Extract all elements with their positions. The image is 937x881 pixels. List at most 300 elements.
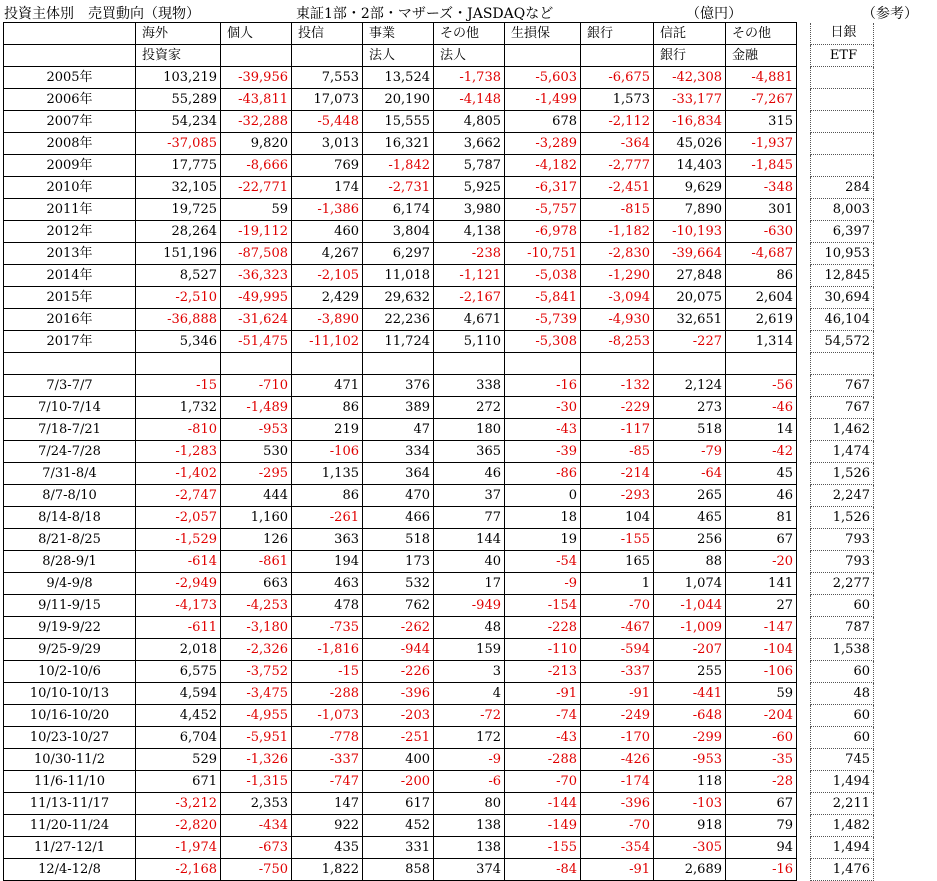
weekly-row — [4, 683, 874, 705]
row-label: 9/19-9/22 — [4, 617, 136, 639]
value-cell: -6 — [434, 771, 505, 793]
value-cell: 138 — [434, 815, 505, 837]
value-cell: 4 — [434, 683, 505, 705]
row-label: 2012年 — [4, 221, 136, 243]
value-cell: -295 — [221, 463, 292, 485]
value-cell: -5,448 — [292, 111, 363, 133]
row-label: 9/25-9/29 — [4, 639, 136, 661]
value-cell: 3,980 — [434, 199, 505, 221]
value-cell: -2,777 — [581, 155, 654, 177]
header-trust-2 — [292, 45, 363, 67]
weekly-row — [4, 595, 874, 617]
value-cell: -2,167 — [434, 287, 505, 309]
header-individual-2 — [221, 45, 292, 67]
value-cell: 141 — [726, 573, 797, 595]
value-cell: 151,196 — [136, 243, 221, 265]
value-cell: -91 — [581, 683, 654, 705]
value-cell: -1,489 — [221, 397, 292, 419]
value-cell: -1,842 — [363, 155, 434, 177]
etf-cell: 1,538 — [811, 639, 874, 661]
value-cell: -37,085 — [136, 133, 221, 155]
value-cell: -91 — [505, 683, 581, 705]
value-cell: -87,508 — [221, 243, 292, 265]
value-cell: -648 — [654, 705, 726, 727]
value-cell: 0 — [505, 485, 581, 507]
value-cell: 80 — [434, 793, 505, 815]
sheet-title: 投資主体別 売買動向（現物） — [4, 6, 200, 22]
row-label: 8/14-8/18 — [4, 507, 136, 529]
value-cell: 22,236 — [363, 309, 434, 331]
annual-row — [4, 265, 874, 287]
value-cell: -1,499 — [505, 89, 581, 111]
row-label: 10/30-11/2 — [4, 749, 136, 771]
value-cell: -5,739 — [505, 309, 581, 331]
value-cell: -32,288 — [221, 111, 292, 133]
etf-cell: 10,953 — [811, 243, 874, 265]
value-cell: -64 — [654, 463, 726, 485]
value-cell: -10,751 — [505, 243, 581, 265]
row-label: 7/24-7/28 — [4, 441, 136, 463]
value-cell: -710 — [221, 375, 292, 397]
value-cell: -348 — [726, 177, 797, 199]
value-cell: -1,529 — [136, 529, 221, 551]
etf-cell: 12,845 — [811, 265, 874, 287]
value-cell: -110 — [505, 639, 581, 661]
etf-cell: 1,494 — [811, 837, 874, 859]
value-cell: 48 — [434, 617, 505, 639]
value-cell: -305 — [654, 837, 726, 859]
weekly-row — [4, 771, 874, 793]
value-cell: 255 — [654, 661, 726, 683]
value-cell: 59 — [221, 199, 292, 221]
etf-cell: 60 — [811, 661, 874, 683]
value-cell: 46 — [434, 463, 505, 485]
value-cell: -1,044 — [654, 595, 726, 617]
row-label: 11/13-11/17 — [4, 793, 136, 815]
value-cell: -3,180 — [221, 617, 292, 639]
value-cell: -251 — [363, 727, 434, 749]
row-label: 2005年 — [4, 67, 136, 89]
value-cell: -5,308 — [505, 331, 581, 353]
value-cell: -5,841 — [505, 287, 581, 309]
value-cell: 165 — [581, 551, 654, 573]
value-cell: 2,689 — [654, 859, 726, 881]
value-cell: -750 — [221, 859, 292, 881]
value-cell: 32,651 — [654, 309, 726, 331]
value-cell: -2,830 — [581, 243, 654, 265]
value-cell: -28 — [726, 771, 797, 793]
row-label: 2014年 — [4, 265, 136, 287]
weekly-row — [4, 837, 874, 859]
value-cell: -8,666 — [221, 155, 292, 177]
value-cell: 1,573 — [581, 89, 654, 111]
row-label: 2011年 — [4, 199, 136, 221]
row-label: 2013年 — [4, 243, 136, 265]
value-cell: 103,219 — [136, 67, 221, 89]
value-cell: 7,553 — [292, 67, 363, 89]
etf-cell: 767 — [811, 375, 874, 397]
value-cell: -611 — [136, 617, 221, 639]
header-insurance-2 — [505, 45, 581, 67]
value-cell: 2,018 — [136, 639, 221, 661]
value-cell: 4,671 — [434, 309, 505, 331]
reference-label: （参考） — [862, 6, 918, 22]
value-cell: -229 — [581, 397, 654, 419]
value-cell: -36,323 — [221, 265, 292, 287]
value-cell: 460 — [292, 221, 363, 243]
value-cell: -238 — [434, 243, 505, 265]
etf-cell: 48 — [811, 683, 874, 705]
value-cell: -261 — [292, 507, 363, 529]
row-label: 7/3-7/7 — [4, 375, 136, 397]
value-cell: -396 — [363, 683, 434, 705]
weekly-row — [4, 573, 874, 595]
value-cell: 471 — [292, 375, 363, 397]
etf-cell: 1,476 — [811, 859, 874, 881]
value-cell: 389 — [363, 397, 434, 419]
value-cell: 86 — [726, 265, 797, 287]
value-cell: -4,687 — [726, 243, 797, 265]
value-cell: 315 — [726, 111, 797, 133]
value-cell: -36,888 — [136, 309, 221, 331]
value-cell: -104 — [726, 639, 797, 661]
value-cell: 59 — [726, 683, 797, 705]
value-cell: -9 — [505, 573, 581, 595]
etf-cell: 284 — [811, 177, 874, 199]
value-cell: -441 — [654, 683, 726, 705]
value-cell: -39 — [505, 441, 581, 463]
value-cell: -337 — [581, 661, 654, 683]
row-label: 7/18-7/21 — [4, 419, 136, 441]
value-cell: -778 — [292, 727, 363, 749]
value-cell: -132 — [581, 375, 654, 397]
value-cell: 45,026 — [654, 133, 726, 155]
value-cell: -86 — [505, 463, 581, 485]
etf-cell: 30,694 — [811, 287, 874, 309]
annual-row — [4, 67, 874, 89]
value-cell: -42 — [726, 441, 797, 463]
value-cell: 5,110 — [434, 331, 505, 353]
weekly-row — [4, 815, 874, 837]
value-cell: -70 — [505, 771, 581, 793]
header-other-corp: その他 — [434, 23, 505, 45]
value-cell: 17,073 — [292, 89, 363, 111]
value-cell: -249 — [581, 705, 654, 727]
etf-cell — [811, 133, 874, 155]
header-row-2 — [4, 45, 874, 67]
header-row-1 — [4, 23, 874, 45]
row-label: 7/31-8/4 — [4, 463, 136, 485]
etf-cell: 1,482 — [811, 815, 874, 837]
value-cell: 159 — [434, 639, 505, 661]
value-cell: 15,555 — [363, 111, 434, 133]
value-cell: 118 — [654, 771, 726, 793]
value-cell: -1,290 — [581, 265, 654, 287]
value-cell: -204 — [726, 705, 797, 727]
etf-cell: 767 — [811, 397, 874, 419]
weekly-row — [4, 793, 874, 815]
value-cell: 4,138 — [434, 221, 505, 243]
value-cell: -288 — [505, 749, 581, 771]
value-cell: 9,820 — [221, 133, 292, 155]
etf-cell: 60 — [811, 727, 874, 749]
value-cell: -299 — [654, 727, 726, 749]
row-label: 10/16-10/20 — [4, 705, 136, 727]
row-label: 8/21-8/25 — [4, 529, 136, 551]
value-cell: 1,160 — [221, 507, 292, 529]
value-cell: 376 — [363, 375, 434, 397]
value-cell: -1,315 — [221, 771, 292, 793]
value-cell: -426 — [581, 749, 654, 771]
value-cell: 6,297 — [363, 243, 434, 265]
row-label: 8/28-9/1 — [4, 551, 136, 573]
value-cell: -15 — [292, 661, 363, 683]
value-cell: -203 — [363, 705, 434, 727]
value-cell: -155 — [505, 837, 581, 859]
value-cell: -953 — [654, 749, 726, 771]
etf-cell: 60 — [811, 705, 874, 727]
weekly-row — [4, 551, 874, 573]
value-cell: -170 — [581, 727, 654, 749]
value-cell: -8,253 — [581, 331, 654, 353]
row-label: 9/4-9/8 — [4, 573, 136, 595]
value-cell: 2,619 — [726, 309, 797, 331]
annual-row — [4, 309, 874, 331]
value-cell: -70 — [581, 595, 654, 617]
value-cell: -1,009 — [654, 617, 726, 639]
value-cell: 663 — [221, 573, 292, 595]
row-label: 2007年 — [4, 111, 136, 133]
value-cell: 1,732 — [136, 397, 221, 419]
value-cell: -861 — [221, 551, 292, 573]
flow-table — [3, 22, 874, 881]
header-bank: 銀行 — [581, 23, 654, 45]
value-cell: -16 — [726, 859, 797, 881]
value-cell: -226 — [363, 661, 434, 683]
header-etf: ETF — [811, 45, 874, 67]
value-cell: -31,624 — [221, 309, 292, 331]
value-cell: -673 — [221, 837, 292, 859]
value-cell: 3,013 — [292, 133, 363, 155]
value-cell: -262 — [363, 617, 434, 639]
etf-cell: 793 — [811, 529, 874, 551]
weekly-row — [4, 639, 874, 661]
value-cell: 17,775 — [136, 155, 221, 177]
row-label: 11/6-11/10 — [4, 771, 136, 793]
value-cell: 88 — [654, 551, 726, 573]
value-cell: -117 — [581, 419, 654, 441]
value-cell: -227 — [654, 331, 726, 353]
value-cell: 81 — [726, 507, 797, 529]
value-cell: -815 — [581, 199, 654, 221]
value-cell: -1,738 — [434, 67, 505, 89]
value-cell: -735 — [292, 617, 363, 639]
etf-cell: 2,277 — [811, 573, 874, 595]
value-cell: -1,845 — [726, 155, 797, 177]
value-cell: 173 — [363, 551, 434, 573]
value-cell: 14,403 — [654, 155, 726, 177]
value-cell: -51,475 — [221, 331, 292, 353]
value-cell: 11,724 — [363, 331, 434, 353]
value-cell: -9 — [434, 749, 505, 771]
value-cell: -7,267 — [726, 89, 797, 111]
value-cell: -2,731 — [363, 177, 434, 199]
value-cell: 45 — [726, 463, 797, 485]
header-foreign-2: 投資家 — [136, 45, 221, 67]
header-other-fin: その他 — [726, 23, 797, 45]
value-cell: -5,757 — [505, 199, 581, 221]
header-other-corp-2: 法人 — [434, 45, 505, 67]
value-cell: 67 — [726, 793, 797, 815]
value-cell: -228 — [505, 617, 581, 639]
value-cell: 180 — [434, 419, 505, 441]
value-cell: 14 — [726, 419, 797, 441]
value-cell: -35 — [726, 749, 797, 771]
value-cell: 27 — [726, 595, 797, 617]
value-cell: 6,575 — [136, 661, 221, 683]
value-cell: 37 — [434, 485, 505, 507]
etf-cell: 60 — [811, 595, 874, 617]
value-cell: -54 — [505, 551, 581, 573]
etf-cell: 6,397 — [811, 221, 874, 243]
weekly-row — [4, 727, 874, 749]
value-cell: -174 — [581, 771, 654, 793]
value-cell: -5,603 — [505, 67, 581, 89]
row-label: 8/7-8/10 — [4, 485, 136, 507]
row-label: 7/10-7/14 — [4, 397, 136, 419]
value-cell: -4,955 — [221, 705, 292, 727]
etf-cell: 793 — [811, 551, 874, 573]
value-cell: 617 — [363, 793, 434, 815]
value-cell: -2,112 — [581, 111, 654, 133]
value-cell: 3,662 — [434, 133, 505, 155]
value-cell: 331 — [363, 837, 434, 859]
value-cell: 374 — [434, 859, 505, 881]
value-cell: -288 — [292, 683, 363, 705]
header-trust-bank: 信託 — [654, 23, 726, 45]
weekly-row — [4, 419, 874, 441]
etf-cell — [811, 89, 874, 111]
value-cell: -944 — [363, 639, 434, 661]
row-label: 10/2-10/6 — [4, 661, 136, 683]
value-cell: 11,018 — [363, 265, 434, 287]
value-cell: -106 — [292, 441, 363, 463]
value-cell: -1,937 — [726, 133, 797, 155]
value-cell: 273 — [654, 397, 726, 419]
value-cell: 55,289 — [136, 89, 221, 111]
row-label: 2010年 — [4, 177, 136, 199]
weekly-row — [4, 463, 874, 485]
value-cell: 6,704 — [136, 727, 221, 749]
value-cell: 172 — [434, 727, 505, 749]
value-cell: -3,890 — [292, 309, 363, 331]
value-cell: 20,075 — [654, 287, 726, 309]
etf-cell: 8,003 — [811, 199, 874, 221]
etf-cell: 1,526 — [811, 463, 874, 485]
value-cell: -16 — [505, 375, 581, 397]
value-cell: -155 — [581, 529, 654, 551]
annual-row — [4, 199, 874, 221]
header-other-fin-2: 金融 — [726, 45, 797, 67]
value-cell: -2,057 — [136, 507, 221, 529]
annual-row — [4, 155, 874, 177]
annual-row — [4, 177, 874, 199]
value-cell: -56 — [726, 375, 797, 397]
annual-row — [4, 221, 874, 243]
value-cell: -630 — [726, 221, 797, 243]
value-cell: 3 — [434, 661, 505, 683]
value-cell: -6,675 — [581, 67, 654, 89]
value-cell: 365 — [434, 441, 505, 463]
weekly-row — [4, 485, 874, 507]
value-cell: 364 — [363, 463, 434, 485]
weekly-row — [4, 617, 874, 639]
unit-label: （億円） — [686, 6, 742, 22]
value-cell: -747 — [292, 771, 363, 793]
etf-cell: 2,247 — [811, 485, 874, 507]
value-cell: -10,193 — [654, 221, 726, 243]
value-cell: -953 — [221, 419, 292, 441]
market-label: 東証1部・2部・マザーズ・JASDAQなど — [296, 6, 554, 22]
value-cell: 478 — [292, 595, 363, 617]
weekly-row — [4, 859, 874, 881]
weekly-row — [4, 661, 874, 683]
value-cell: 79 — [726, 815, 797, 837]
value-cell: 8,527 — [136, 265, 221, 287]
value-cell: -39,956 — [221, 67, 292, 89]
etf-cell — [811, 67, 874, 89]
value-cell: 1,074 — [654, 573, 726, 595]
value-cell: -2,451 — [581, 177, 654, 199]
value-cell: 5,346 — [136, 331, 221, 353]
value-cell: 3,804 — [363, 221, 434, 243]
value-cell: 16,321 — [363, 133, 434, 155]
value-cell: 1,135 — [292, 463, 363, 485]
value-cell: 762 — [363, 595, 434, 617]
value-cell: 1,314 — [726, 331, 797, 353]
value-cell: -5,038 — [505, 265, 581, 287]
value-cell: -79 — [654, 441, 726, 463]
value-cell: -207 — [654, 639, 726, 661]
value-cell: -3,289 — [505, 133, 581, 155]
header-business: 事業 — [363, 23, 434, 45]
value-cell: -43,811 — [221, 89, 292, 111]
value-cell: 452 — [363, 815, 434, 837]
value-cell: -19,112 — [221, 221, 292, 243]
value-cell: 4,594 — [136, 683, 221, 705]
header-foreign: 海外 — [136, 23, 221, 45]
value-cell: -3,094 — [581, 287, 654, 309]
etf-cell: 1,526 — [811, 507, 874, 529]
value-cell: 769 — [292, 155, 363, 177]
value-cell: -3,212 — [136, 793, 221, 815]
header-trust-bank-2: 銀行 — [654, 45, 726, 67]
value-cell: 532 — [363, 573, 434, 595]
row-label: 12/4-12/8 — [4, 859, 136, 881]
weekly-row — [4, 705, 874, 727]
value-cell: 28,264 — [136, 221, 221, 243]
value-cell: 400 — [363, 749, 434, 771]
value-cell: 29,632 — [363, 287, 434, 309]
value-cell: 104 — [581, 507, 654, 529]
weekly-row — [4, 749, 874, 771]
value-cell: -1,402 — [136, 463, 221, 485]
value-cell: 256 — [654, 529, 726, 551]
value-cell: -2,105 — [292, 265, 363, 287]
value-cell: 67 — [726, 529, 797, 551]
value-cell: -293 — [581, 485, 654, 507]
value-cell: 9,629 — [654, 177, 726, 199]
